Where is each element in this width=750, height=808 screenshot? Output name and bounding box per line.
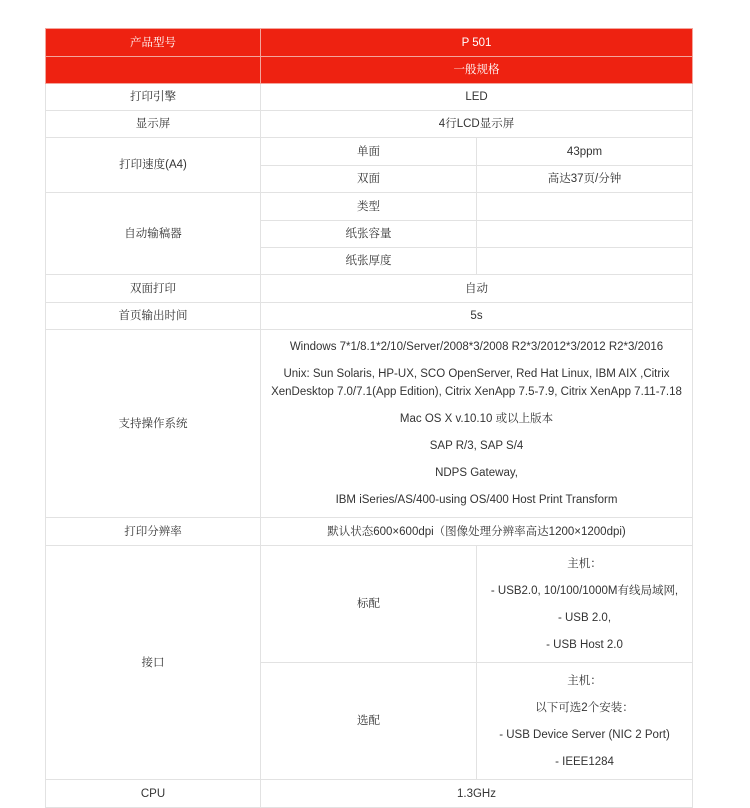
table-row — [46, 546, 693, 663]
interface-line: - USB Device Server (NIC 2 Port) — [499, 728, 670, 741]
sub-value: 高达37页/分钟 — [477, 166, 693, 193]
sub-label: 纸张厚度 — [261, 248, 477, 275]
os-line: Unix: Sun Solaris, HP-UX, SCO OpenServer, Red Hat Linux, IBM AIX ,Citrix — [283, 368, 670, 380]
row-value: 默认状态600×600dpi（图像处理分辨率高达1200×1200dpi) — [261, 518, 693, 546]
os-line: SAP R/3, SAP S/4 — [429, 440, 524, 452]
section-row — [46, 57, 693, 84]
os-line: XenDesktop 7.0/7.1(App Edition), Citrix XenApp 7.5-7.9, Citrix XenApp 7.11-7.18 — [271, 386, 682, 398]
table-row — [46, 193, 693, 221]
sub-value-empty — [477, 193, 693, 221]
os-list — [261, 330, 693, 518]
section-title: 一般规格 — [261, 57, 693, 84]
interface-line: 主机： — [567, 674, 602, 687]
row-label: 接口 — [46, 546, 261, 780]
row-label: CPU — [46, 780, 261, 808]
table-row — [46, 330, 693, 518]
sub-value: 43ppm — [477, 138, 693, 166]
row-label: 双面打印 — [46, 275, 261, 303]
sub-label: 选配 — [261, 663, 477, 780]
row-label: 打印引擎 — [46, 84, 261, 111]
interface-line: 以下可选2个安装： — [535, 701, 634, 714]
standard-interface-list — [477, 546, 693, 663]
sub-label: 纸张容量 — [261, 221, 477, 248]
row-value: 5s — [261, 303, 693, 330]
header-model: P 501 — [261, 29, 693, 57]
os-line: Mac OS X v.10.10 或以上版本 — [399, 413, 554, 425]
sub-value-empty — [477, 248, 693, 275]
os-line: Windows 7*1/8.1*2/10/Server/2008*3/2008 R2*3/2012*3/2012 R2*3/2016 — [289, 341, 664, 353]
table-row — [46, 111, 693, 138]
interface-line: - USB 2.0, — [557, 611, 612, 624]
table-row — [46, 303, 693, 330]
row-label: 打印速度(A4) — [46, 138, 261, 193]
interface-line: - IEEE1284 — [555, 755, 614, 768]
os-line: IBM iSeries/AS/400-using OS/400 Host Print Transform — [335, 494, 618, 506]
table-row — [46, 275, 693, 303]
section-blank — [46, 57, 261, 84]
row-value: 4行LCD显示屏 — [261, 111, 693, 138]
row-label: 自动输稿器 — [46, 193, 261, 275]
row-value: LED — [261, 84, 693, 111]
os-line: NDPS Gateway, — [435, 467, 518, 479]
table-row — [46, 84, 693, 111]
sub-value-empty — [477, 221, 693, 248]
header-label: 产品型号 — [46, 29, 261, 57]
sub-label: 双面 — [261, 166, 477, 193]
interface-line: - USB Host 2.0 — [546, 638, 623, 651]
interface-line: 主机： — [567, 557, 602, 570]
row-label: 首页输出时间 — [46, 303, 261, 330]
sub-label: 类型 — [261, 193, 477, 221]
row-value: 自动 — [261, 275, 693, 303]
table-row — [46, 138, 693, 166]
spec-table — [45, 28, 693, 808]
sub-label: 标配 — [261, 546, 477, 663]
row-label: 显示屏 — [46, 111, 261, 138]
table-row — [46, 780, 693, 808]
interface-line: - USB2.0, 10/100/1000M有线局域网, — [490, 584, 679, 597]
header-row — [46, 29, 693, 57]
row-value: 1.3GHz — [261, 780, 693, 808]
optional-interface-list — [477, 663, 693, 780]
row-label: 支持操作系统 — [46, 330, 261, 518]
sub-label: 单面 — [261, 138, 477, 166]
row-label: 打印分辨率 — [46, 518, 261, 546]
table-row — [46, 518, 693, 546]
